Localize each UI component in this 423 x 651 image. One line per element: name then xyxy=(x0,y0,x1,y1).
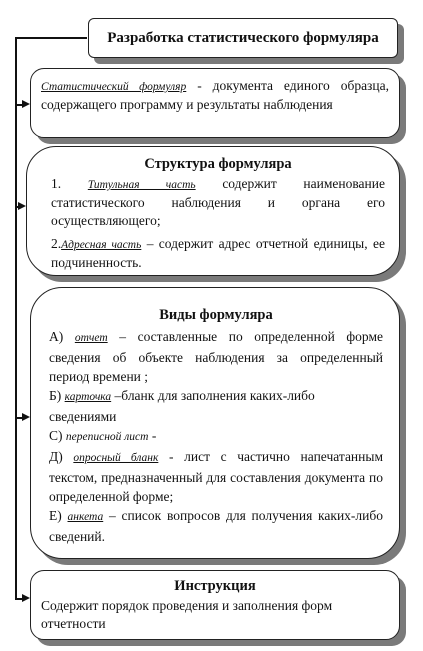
connector-vertical xyxy=(15,37,17,599)
item-number: 2. xyxy=(51,236,62,251)
types-item xyxy=(49,426,383,447)
item-term: отчет xyxy=(74,332,108,344)
item-number: Е) xyxy=(49,508,62,523)
item-term: карточка xyxy=(64,391,112,403)
types-item xyxy=(49,386,383,426)
connector-top xyxy=(15,37,87,39)
arrow-icon xyxy=(22,100,30,108)
definition-term: Статистический формуляр xyxy=(41,81,187,93)
definition-box xyxy=(30,68,400,138)
diagram-title: Разработка статистического формуляра xyxy=(88,18,398,58)
item-number: С) xyxy=(49,428,63,443)
item-number: Д) xyxy=(49,449,63,464)
item-term: анкета xyxy=(67,511,104,523)
definition-text: - документа единого образца, содержащего программу и результаты наблюдения xyxy=(41,78,389,112)
types-box xyxy=(30,287,400,559)
item-text: - лист с частично напечатанным текстом, предназначенный для составления документа по определенной форме; xyxy=(49,449,383,504)
types-item xyxy=(49,447,383,506)
arrow-icon xyxy=(22,594,30,602)
structure-item xyxy=(51,235,385,272)
item-term: Адресная часть xyxy=(61,239,142,251)
item-number: А) xyxy=(49,329,64,344)
structure-item xyxy=(51,175,385,230)
item-text: содержит наименование статистического наблюдения и органа его осуществляющего; xyxy=(51,176,385,228)
item-text: –бланк для заполнения каких-либо сведениями xyxy=(49,388,315,424)
arrow-icon xyxy=(22,413,30,421)
structure-heading: Структура формуляра xyxy=(144,156,292,172)
item-term: опросный бланк xyxy=(73,452,159,464)
types-heading: Виды формуляра xyxy=(159,307,273,323)
item-number: Б) xyxy=(49,388,62,403)
types-item xyxy=(49,506,383,546)
instruction-text: Содержит порядок проведения и заполнения форм отчетности xyxy=(41,598,333,631)
instruction-heading: Инструкция xyxy=(174,578,256,594)
item-text: - xyxy=(148,428,157,443)
item-text: – составленные по определенной форме сведения об объекте наблюдения за определенный период времени ; xyxy=(49,329,384,384)
types-item xyxy=(49,327,383,386)
item-number: 1. xyxy=(51,176,62,191)
item-text: – содержит адрес отчетной единицы, ее подчиненность. xyxy=(51,236,385,270)
item-term: переписной лист xyxy=(65,431,149,443)
instruction-box xyxy=(30,570,400,640)
item-text: – список вопросов для получения каких-либо сведений. xyxy=(49,508,383,544)
structure-box xyxy=(26,146,400,276)
item-term: Титульная часть xyxy=(87,179,196,191)
arrow-icon xyxy=(18,202,26,210)
